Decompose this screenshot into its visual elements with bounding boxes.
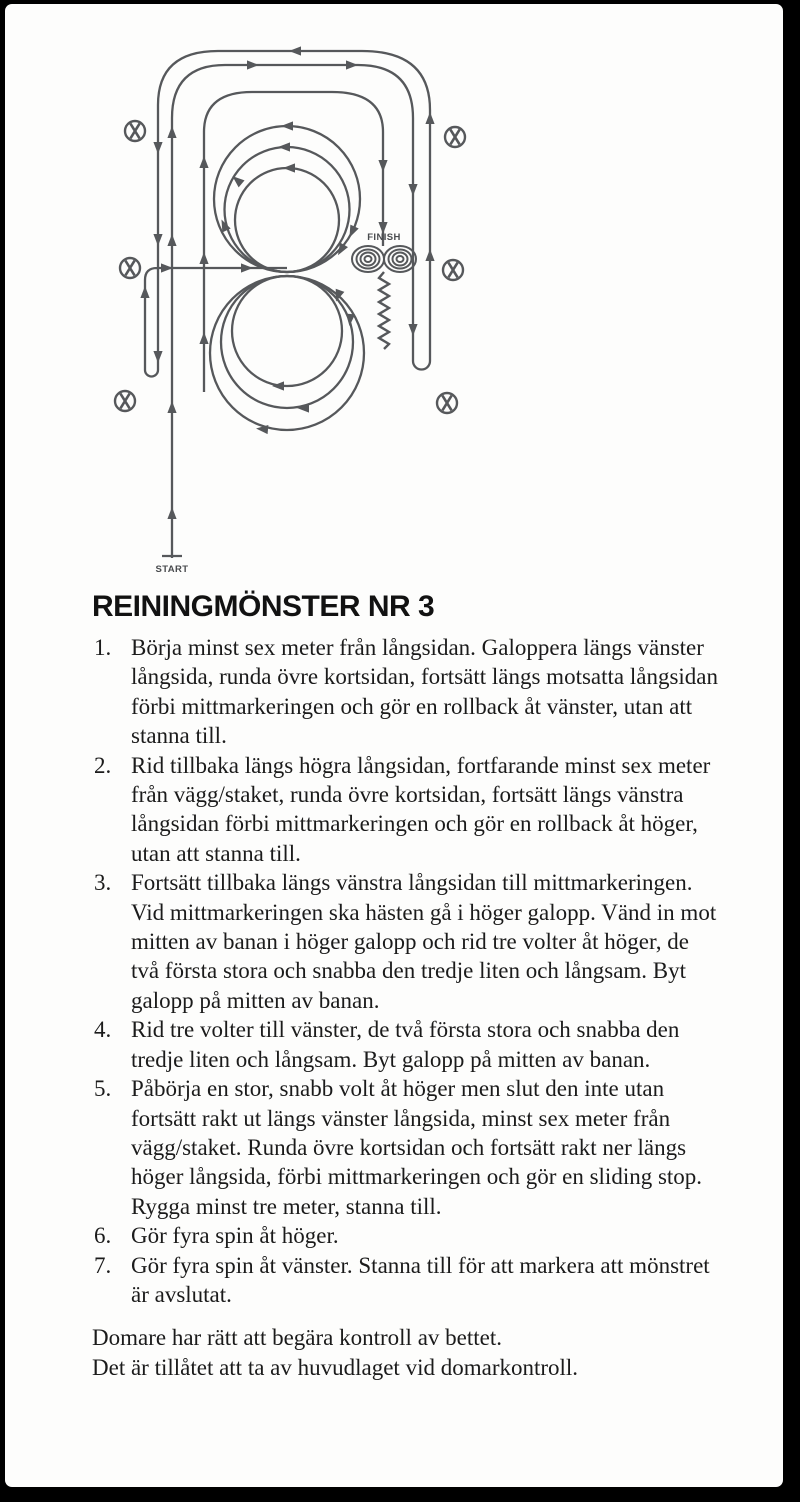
item-text: Gör fyra spin åt vänster. Stanna till för att markera att mönstret är avslutat. — [131, 1252, 710, 1307]
note-line: Det är tillåtet att ta av huvudlaget vid domarkontroll. — [92, 1354, 579, 1380]
item-number: 2. — [94, 752, 112, 778]
marker-mid-left — [120, 258, 140, 278]
marker-top-right — [445, 127, 465, 147]
direction-arrows — [140, 46, 434, 519]
item-number: 3. — [94, 870, 112, 896]
instruction-item — [92, 633, 719, 751]
item-text: Rid tillbaka längs högra långsidan, fortfarande minst sex meter från vägg/staket, runda övre kortsidan, fortsätt längs vänstra långsidan förbi mittmarkeringen och gör en rollback åt höger, utan att stanna till. — [131, 752, 711, 866]
start-label: START — [155, 564, 189, 575]
instruction-item — [92, 1015, 719, 1074]
page-title: REININGMÖNSTER NR 3 — [92, 590, 435, 623]
marker-bottom-right — [437, 393, 457, 413]
pattern-diagram-svg — [5, 4, 783, 589]
item-text: Fortsätt tillbaka längs vänstra långsidan till mittmarkeringen. Vid mittmarkeringen ska hästen gå i höger galopp. Vänd in mot mitten av banan i höger galopp och rid tre volter åt höger, de två första stora och snabba den tredje liten och långsam. Byt galopp på mitten av banan. — [131, 870, 717, 1013]
item-text: Gör fyra spin åt höger. — [131, 1223, 339, 1249]
instructions-column — [92, 590, 732, 1382]
marker-mid-right — [443, 260, 463, 280]
item-text: Börja minst sex meter från långsidan. Galoppera längs vänster långsida, runda övre kortsidan, fortsätt längs motsatta långsidan förbi mittmarkeringen och gör en rollback åt vänster, utan att stanna till. — [131, 635, 719, 749]
item-number: 5. — [94, 1076, 112, 1102]
bottom-circles — [210, 276, 364, 430]
item-number: 7. — [94, 1252, 112, 1278]
finish-label: FINISH — [367, 232, 401, 243]
item-number: 1. — [94, 635, 112, 660]
note-line: Domare har rätt att begära kontroll av bettet. — [92, 1325, 502, 1351]
item-text: Rid tre volter till vänster, de två första stora och snabba den tredje liten och långsam. Byt galopp på mitten av banan. — [131, 1017, 680, 1072]
marker-top-left — [125, 121, 145, 141]
item-number: 6. — [94, 1223, 112, 1249]
sliding-stop-zigzag — [379, 272, 389, 349]
reining-pattern-diagram — [5, 4, 783, 589]
marker-bottom-left — [115, 391, 135, 411]
instruction-item — [92, 751, 719, 869]
judge-notes — [92, 1323, 732, 1382]
pattern-path-final-run — [204, 92, 383, 392]
instruction-item — [92, 1074, 719, 1221]
instruction-item — [92, 1221, 719, 1250]
item-text: Påbörja en stor, snabb volt åt höger men slut den inte utan fortsätt rakt ut längs vänster långsida, minst sex meter från vägg/staket. Runda övre kortsidan och fortsätt rakt ner längs höger långsida, förbi mittmarkeringen och gör en sliding stop. Rygga minst tre meter, stanna till. — [131, 1076, 703, 1219]
spin-symbol — [352, 246, 416, 272]
instruction-item — [92, 1251, 719, 1310]
instruction-list — [92, 633, 732, 1309]
instruction-item — [92, 868, 719, 1015]
pattern-sheet — [5, 4, 783, 1487]
item-number: 4. — [94, 1017, 112, 1043]
